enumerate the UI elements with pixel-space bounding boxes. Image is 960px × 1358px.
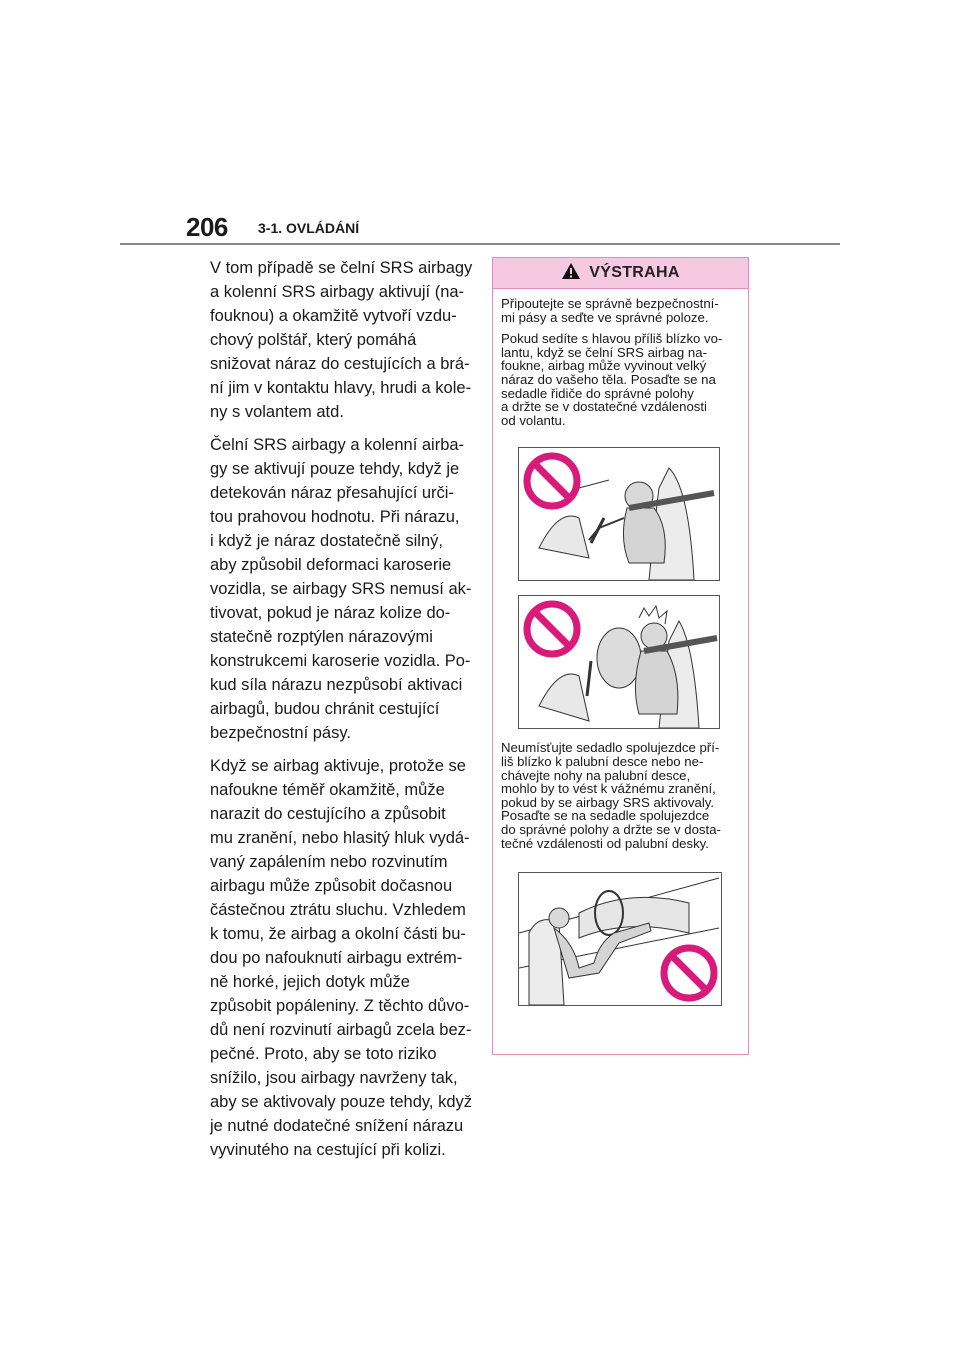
warning-body <box>493 289 748 1006</box>
illustration-driver-too-close <box>518 447 720 581</box>
section-title: 3-1. OVLÁDÁNÍ <box>258 220 360 236</box>
paragraph: V tom případě se čelní SRS airbagy a kolenní SRS airbagy aktivují (na- fouknou) a okamžitě vytvoří vzdu- chový polštář, který pomáhá snižovat náraz do cestujících a brá- ní jim v kontaktu hlavy, hrudi a kole- ny s volantem atd. <box>210 259 473 421</box>
page-number: 206 <box>186 212 228 242</box>
main-text-column <box>210 256 478 1171</box>
warning-box <box>492 257 749 1055</box>
illustration-feet-on-dashboard <box>518 872 722 1006</box>
prohibition-icon <box>527 604 577 654</box>
warning-paragraph: Neumísťujte sedadlo spolujezdce pří- liš blízko k palubní desce nebo ne- chávejte nohy na palubní desce, mohlo by to vést k vážnému zranění, pokud by se airbagy SRS aktivovaly. Posaďte se na sedadle spolujezdce do správné polohy a držte se v dosta- tečné vzdálenosti od palubní desky. <box>501 740 721 851</box>
warning-paragraph: Pokud sedíte s hlavou příliš blízko vo- lantu, když se čelní SRS airbag na- foukne, airbag může vyvinout velký náraz do vašeho těla. Posaďte se na sedadle řidiče do správné polohy a držte se v dostatečné vzdálenosti od volantu. <box>501 331 723 428</box>
prohibition-icon <box>527 456 577 506</box>
header-divider <box>120 243 840 245</box>
prohibition-icon <box>664 948 714 998</box>
warning-title: VÝSTRAHA <box>589 264 680 281</box>
illustration-airbag-impact <box>518 595 720 729</box>
warning-triangle-icon <box>561 262 581 285</box>
paragraph: Čelní SRS airbagy a kolenní airba- gy se aktivují pouze tehdy, když je detekován náraz přesahující urči- tou prahovou hodnotu. Při nárazu, i když je náraz dostatečně silný, aby způsobil deformaci karoserie vozidla, se airbagy SRS nemusí ak- tivovat, pokud je náraz kolize do- statečně rozptýlen nárazovými konstrukcemi karoserie vozidla. Po- kud síla nárazu nezpůsobí aktivaci airbagů, budou chránit cestující bezpečnostní pásy. <box>210 436 472 742</box>
warning-header <box>493 258 748 289</box>
paragraph: Když se airbag aktivuje, protože se nafoukne téměř okamžitě, může narazit do cestujícího a způsobit mu zranění, nebo hlasitý hluk vydá- vaný zapálením nebo rozvinutím airbagu může způsobit dočasnou částečnou ztrátu sluchu. Vzhledem k tomu, že airbag a okolní části bu- dou po nafouknutí airbagu extrém- ně horké, jejich dotyk může způsobit popáleniny. Z těchto důvo- dů není rozvinutí airbagů zcela bez- pečné. Proto, aby se toto riziko snížilo, jsou airbagy navrženy tak, aby se aktivovaly pouze tehdy, když je nutné dodatečné snížení nárazu vyvinutého na cestující při kolizi. <box>210 757 473 1159</box>
warning-paragraph: Připoutejte se správně bezpečnostní- mi pásy a seďte ve správné poloze. <box>501 296 719 325</box>
